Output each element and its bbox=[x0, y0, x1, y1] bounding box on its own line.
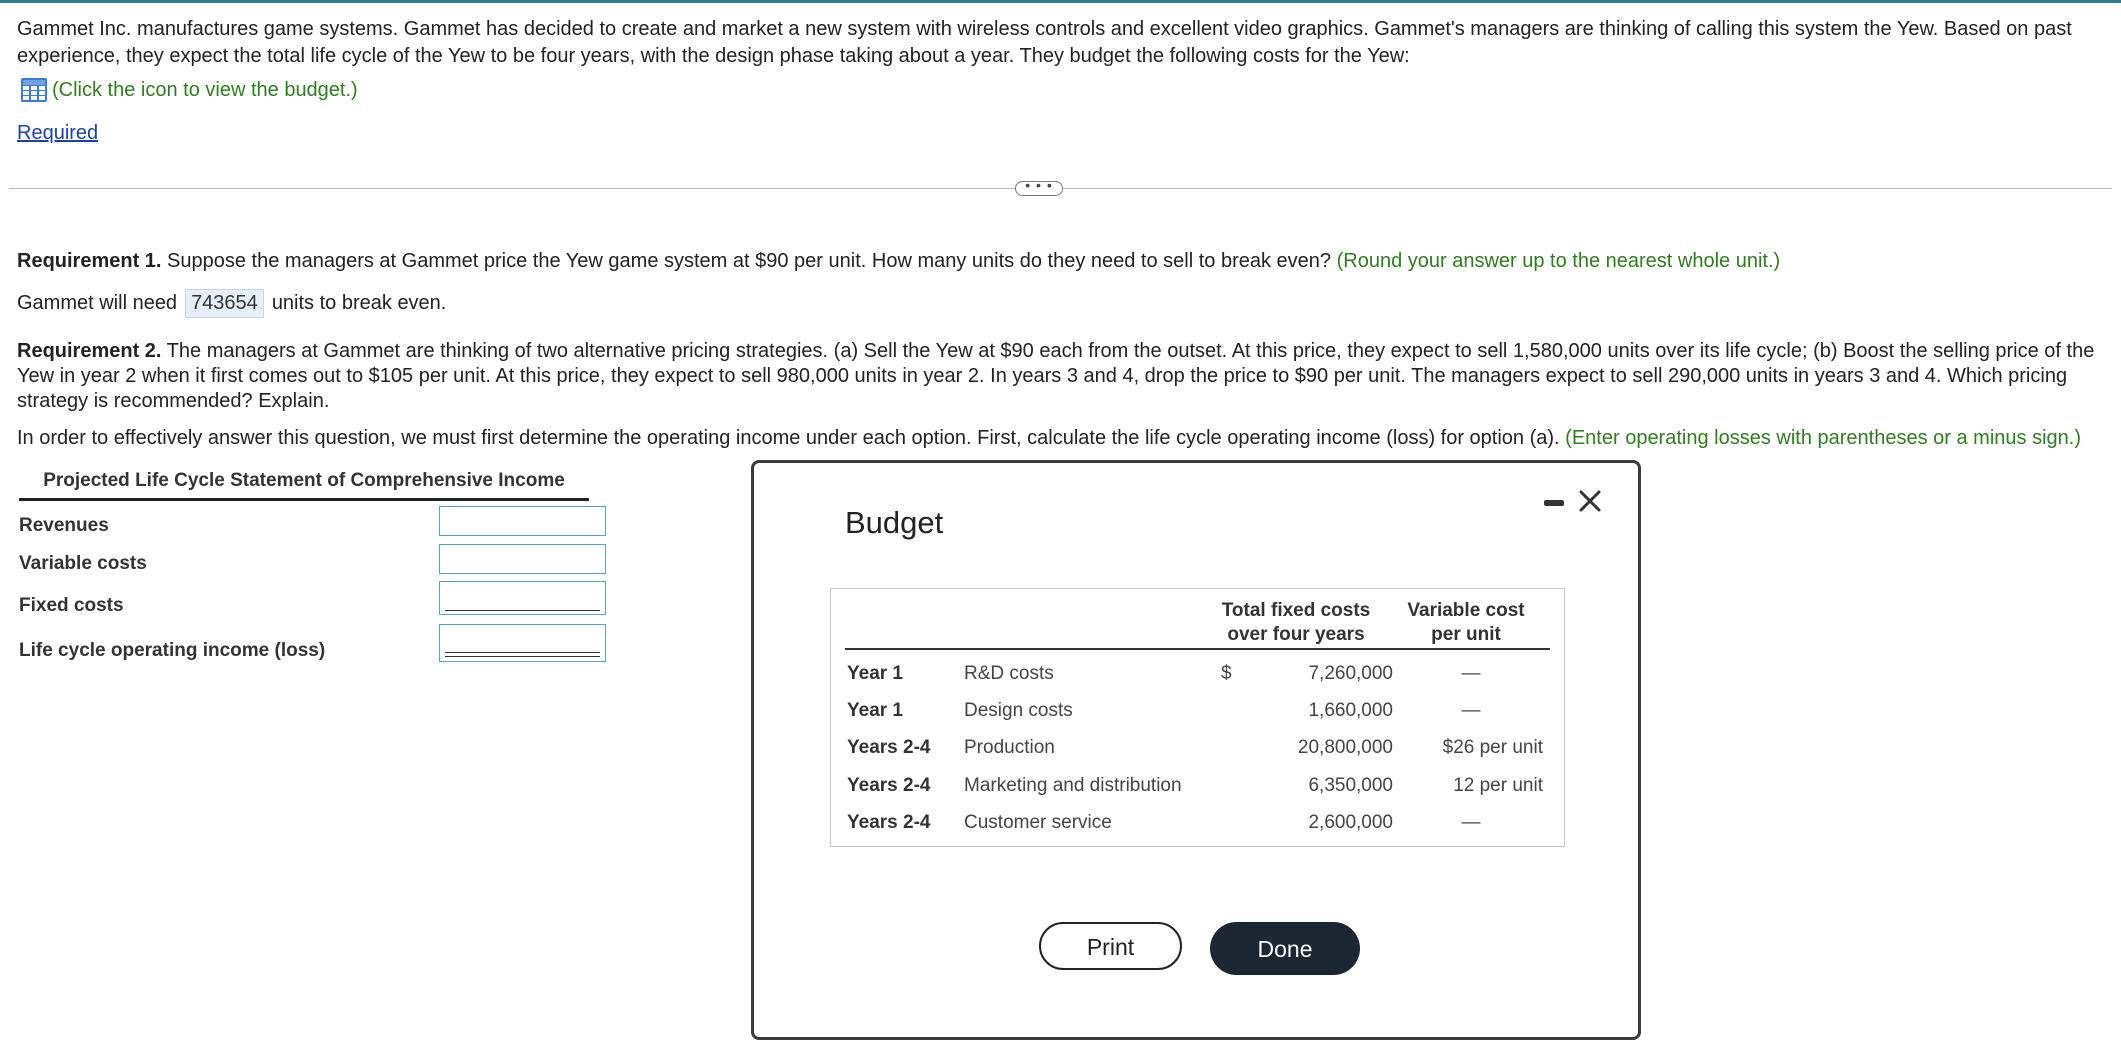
close-icon[interactable] bbox=[1572, 483, 1608, 519]
statement-title: Projected Life Cycle Statement of Comprehensive Income bbox=[19, 470, 589, 501]
operating-income-input[interactable] bbox=[439, 624, 606, 662]
requirement-2-label: Requirement 2. bbox=[17, 340, 162, 362]
statement-label-operating-income: Life cycle operating income (loss) bbox=[19, 640, 326, 661]
row-fixed-cost: 20,800,000 bbox=[1297, 737, 1393, 758]
row-item: Design costs bbox=[964, 700, 1073, 721]
row-fixed-cost: 7,260,000 bbox=[1308, 663, 1393, 684]
budget-modal bbox=[751, 460, 1641, 1040]
requirement-1-hint: (Round your answer up to the nearest whole unit.) bbox=[1336, 250, 1781, 272]
row-fixed-cost: 2,600,000 bbox=[1308, 812, 1393, 833]
statement-label-revenues: Revenues bbox=[19, 515, 109, 536]
fixed-costs-input[interactable] bbox=[439, 581, 606, 615]
row-year: Years 2-4 bbox=[847, 737, 931, 758]
budget-table bbox=[830, 588, 1565, 847]
row-item: Production bbox=[964, 737, 1055, 758]
budget-link-text[interactable]: (Click the icon to view the budget.) bbox=[52, 78, 358, 101]
single-underline bbox=[445, 610, 600, 611]
modal-title: Budget bbox=[845, 505, 944, 540]
row-year: Years 2-4 bbox=[847, 812, 931, 833]
done-button[interactable]: Done bbox=[1210, 922, 1360, 975]
statement-label-variable-costs: Variable costs bbox=[19, 553, 147, 574]
break-even-answer-field[interactable]: 743654 bbox=[185, 289, 264, 318]
variable-costs-input[interactable] bbox=[439, 544, 606, 574]
revenues-input[interactable] bbox=[439, 506, 606, 536]
requirement-2-text: The managers at Gammet are thinking of two alternative pricing strategies. (a) Sell the Yew at $90 each from the outset. At this price, they expect to sell 1,580,000 units over its life cycle; (b) Boost the selling price of the Yew in year 2 when it first comes out to $105 per unit. At this price, they expect to sell 980,000 units in year 2. In years 3 and 4, drop the price to $90 per unit. The managers expect to sell 290,000 units in years 3 and 4. Which pricing strategy is recommended? Explain. bbox=[17, 340, 2095, 412]
problem-intro: Gammet Inc. manufactures game systems. Gammet has decided to create and market a new system with wireless controls and excellent video graphics. Gammet's managers are thinking of calling this system the Yew. Based on past experience, they expect the total life cycle of the Yew to be four years, with the design phase taking about a year. They budget the following costs for the Yew: bbox=[17, 18, 2072, 67]
double-underline-bottom bbox=[445, 656, 600, 657]
row-item: R&D costs bbox=[964, 663, 1054, 684]
answer-suffix: units to break even. bbox=[271, 292, 447, 314]
row-variable-cost: — bbox=[1461, 700, 1481, 721]
row-variable-cost: — bbox=[1461, 812, 1481, 833]
row-item: Customer service bbox=[964, 812, 1112, 833]
requirement-1-answer bbox=[17, 289, 446, 318]
row-variable-cost: — bbox=[1461, 663, 1481, 684]
requirement-2-instruction bbox=[17, 427, 2081, 450]
requirement-1-label: Requirement 1. bbox=[17, 250, 162, 272]
row-fixed-cost: 1,660,000 bbox=[1308, 700, 1393, 721]
table-grid-icon[interactable] bbox=[20, 77, 48, 103]
statement-label-fixed-costs: Fixed costs bbox=[19, 595, 124, 616]
row-year: Year 1 bbox=[847, 663, 903, 684]
row-fixed-cost: 6,350,000 bbox=[1308, 775, 1393, 796]
print-button[interactable]: Print bbox=[1039, 922, 1182, 970]
double-underline-top bbox=[445, 652, 600, 653]
required-link[interactable]: Required bbox=[17, 122, 99, 144]
divider-drag-handle[interactable]: • • • bbox=[1015, 181, 1063, 196]
instruction-text: In order to effectively answer this question, we must first determine the operating income under each option. First, calculate the life cycle operating income (loss) for option (a). bbox=[17, 427, 1560, 449]
instruction-hint: (Enter operating losses with parentheses or a minus sign.) bbox=[1565, 427, 2081, 449]
answer-prefix: Gammet will need bbox=[17, 292, 178, 314]
requirement-1-text: Suppose the managers at Gammet price the Yew game system at $90 per unit. How many units do they need to sell to break even? bbox=[161, 250, 1332, 272]
requirement-2 bbox=[17, 339, 2102, 414]
budget-link[interactable] bbox=[20, 77, 358, 103]
row-item: Marketing and distribution bbox=[964, 775, 1182, 796]
top-accent-bar bbox=[0, 0, 2121, 3]
currency-symbol: $ bbox=[1221, 663, 1232, 684]
row-variable-cost: 12 per unit bbox=[1453, 775, 1543, 796]
row-year: Year 1 bbox=[847, 700, 903, 721]
col-header-variable: Variable cost per unit bbox=[1407, 600, 1525, 645]
header-rule bbox=[845, 648, 1550, 650]
col-header-fixed: Total fixed costs over four years bbox=[1221, 600, 1371, 645]
row-year: Years 2-4 bbox=[847, 775, 931, 796]
minimize-icon[interactable] bbox=[1544, 500, 1564, 506]
requirement-1 bbox=[17, 250, 1780, 273]
row-variable-cost: $26 per unit bbox=[1442, 737, 1543, 758]
